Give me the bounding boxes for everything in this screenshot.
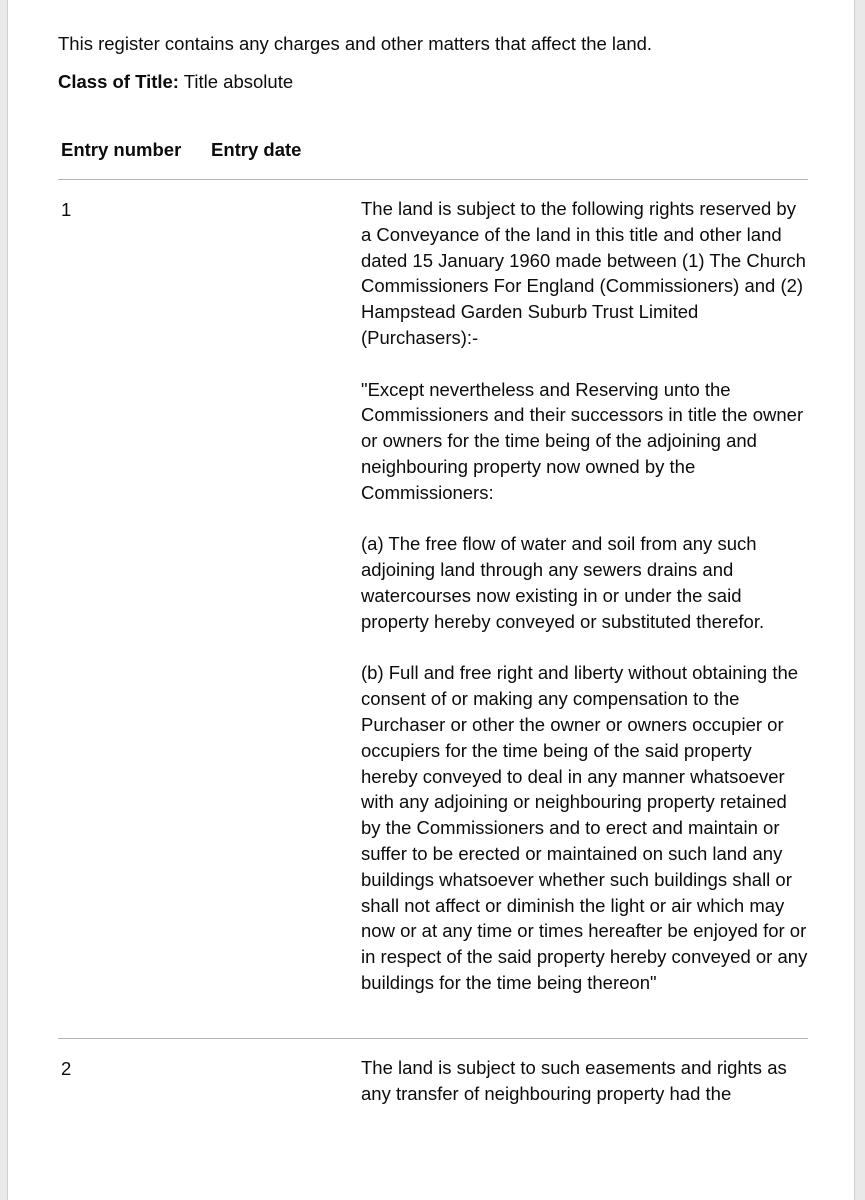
register-page <box>7 0 855 1200</box>
entry-text <box>361 1055 811 1132</box>
class-of-title-value: Title absolute <box>183 71 294 92</box>
table-divider <box>58 179 808 180</box>
entry-number: 1 <box>61 199 72 220</box>
entry-paragraph: "Except nevertheless and Reserving unto the Commissioners and their successors in title the owner or owners for the time being of the adjoining and neighbouring property now owned by the Commissioners: <box>361 378 804 503</box>
register-intro: This register contains any charges and other matters that affect the land. <box>58 33 653 54</box>
header-entry-number: Entry number <box>61 139 182 160</box>
entry-text <box>361 196 811 1022</box>
class-of-title-label: Class of Title: <box>58 71 179 92</box>
entry-number: 2 <box>61 1058 72 1079</box>
entry-paragraph: (a) The free flow of water and soil from any such adjoining land through any sewers drains and watercourses now existing in or under the said property hereby conveyed or substituted therefor. <box>361 533 765 632</box>
header-entry-date: Entry date <box>211 139 302 160</box>
entry-paragraph: The land is subject to such easements and rights as any transfer of neighbouring property had the <box>361 1057 787 1104</box>
entry-paragraph: (b) Full and free right and liberty without obtaining the consent of or making any compensation to the Purchaser or other the owner or owners occupier or occupiers for the time being of the said property hereby conveyed to deal in any manner whatsoever with any adjoining or neighbouring property retained by the Commissioners and to erect and maintain or suffer to be erected or maintained on such land any buildings whatsoever whether such buildings shall or shall not affect or diminish the light or air which may now or at any time or times hereafter be enjoyed for or in respect of the said property hereby conveyed or any buildings for the time being thereon" <box>361 662 808 993</box>
class-of-title <box>58 70 293 94</box>
table-divider <box>58 1038 808 1039</box>
entry-paragraph: The land is subject to the following rights reserved by a Conveyance of the land in this title and other land dated 15 January 1960 made between (1) The Church Commissioners For England (Commissioners) and (2) Hampstead Garden Suburb Trust Limited (Purchasers):- <box>361 198 806 348</box>
